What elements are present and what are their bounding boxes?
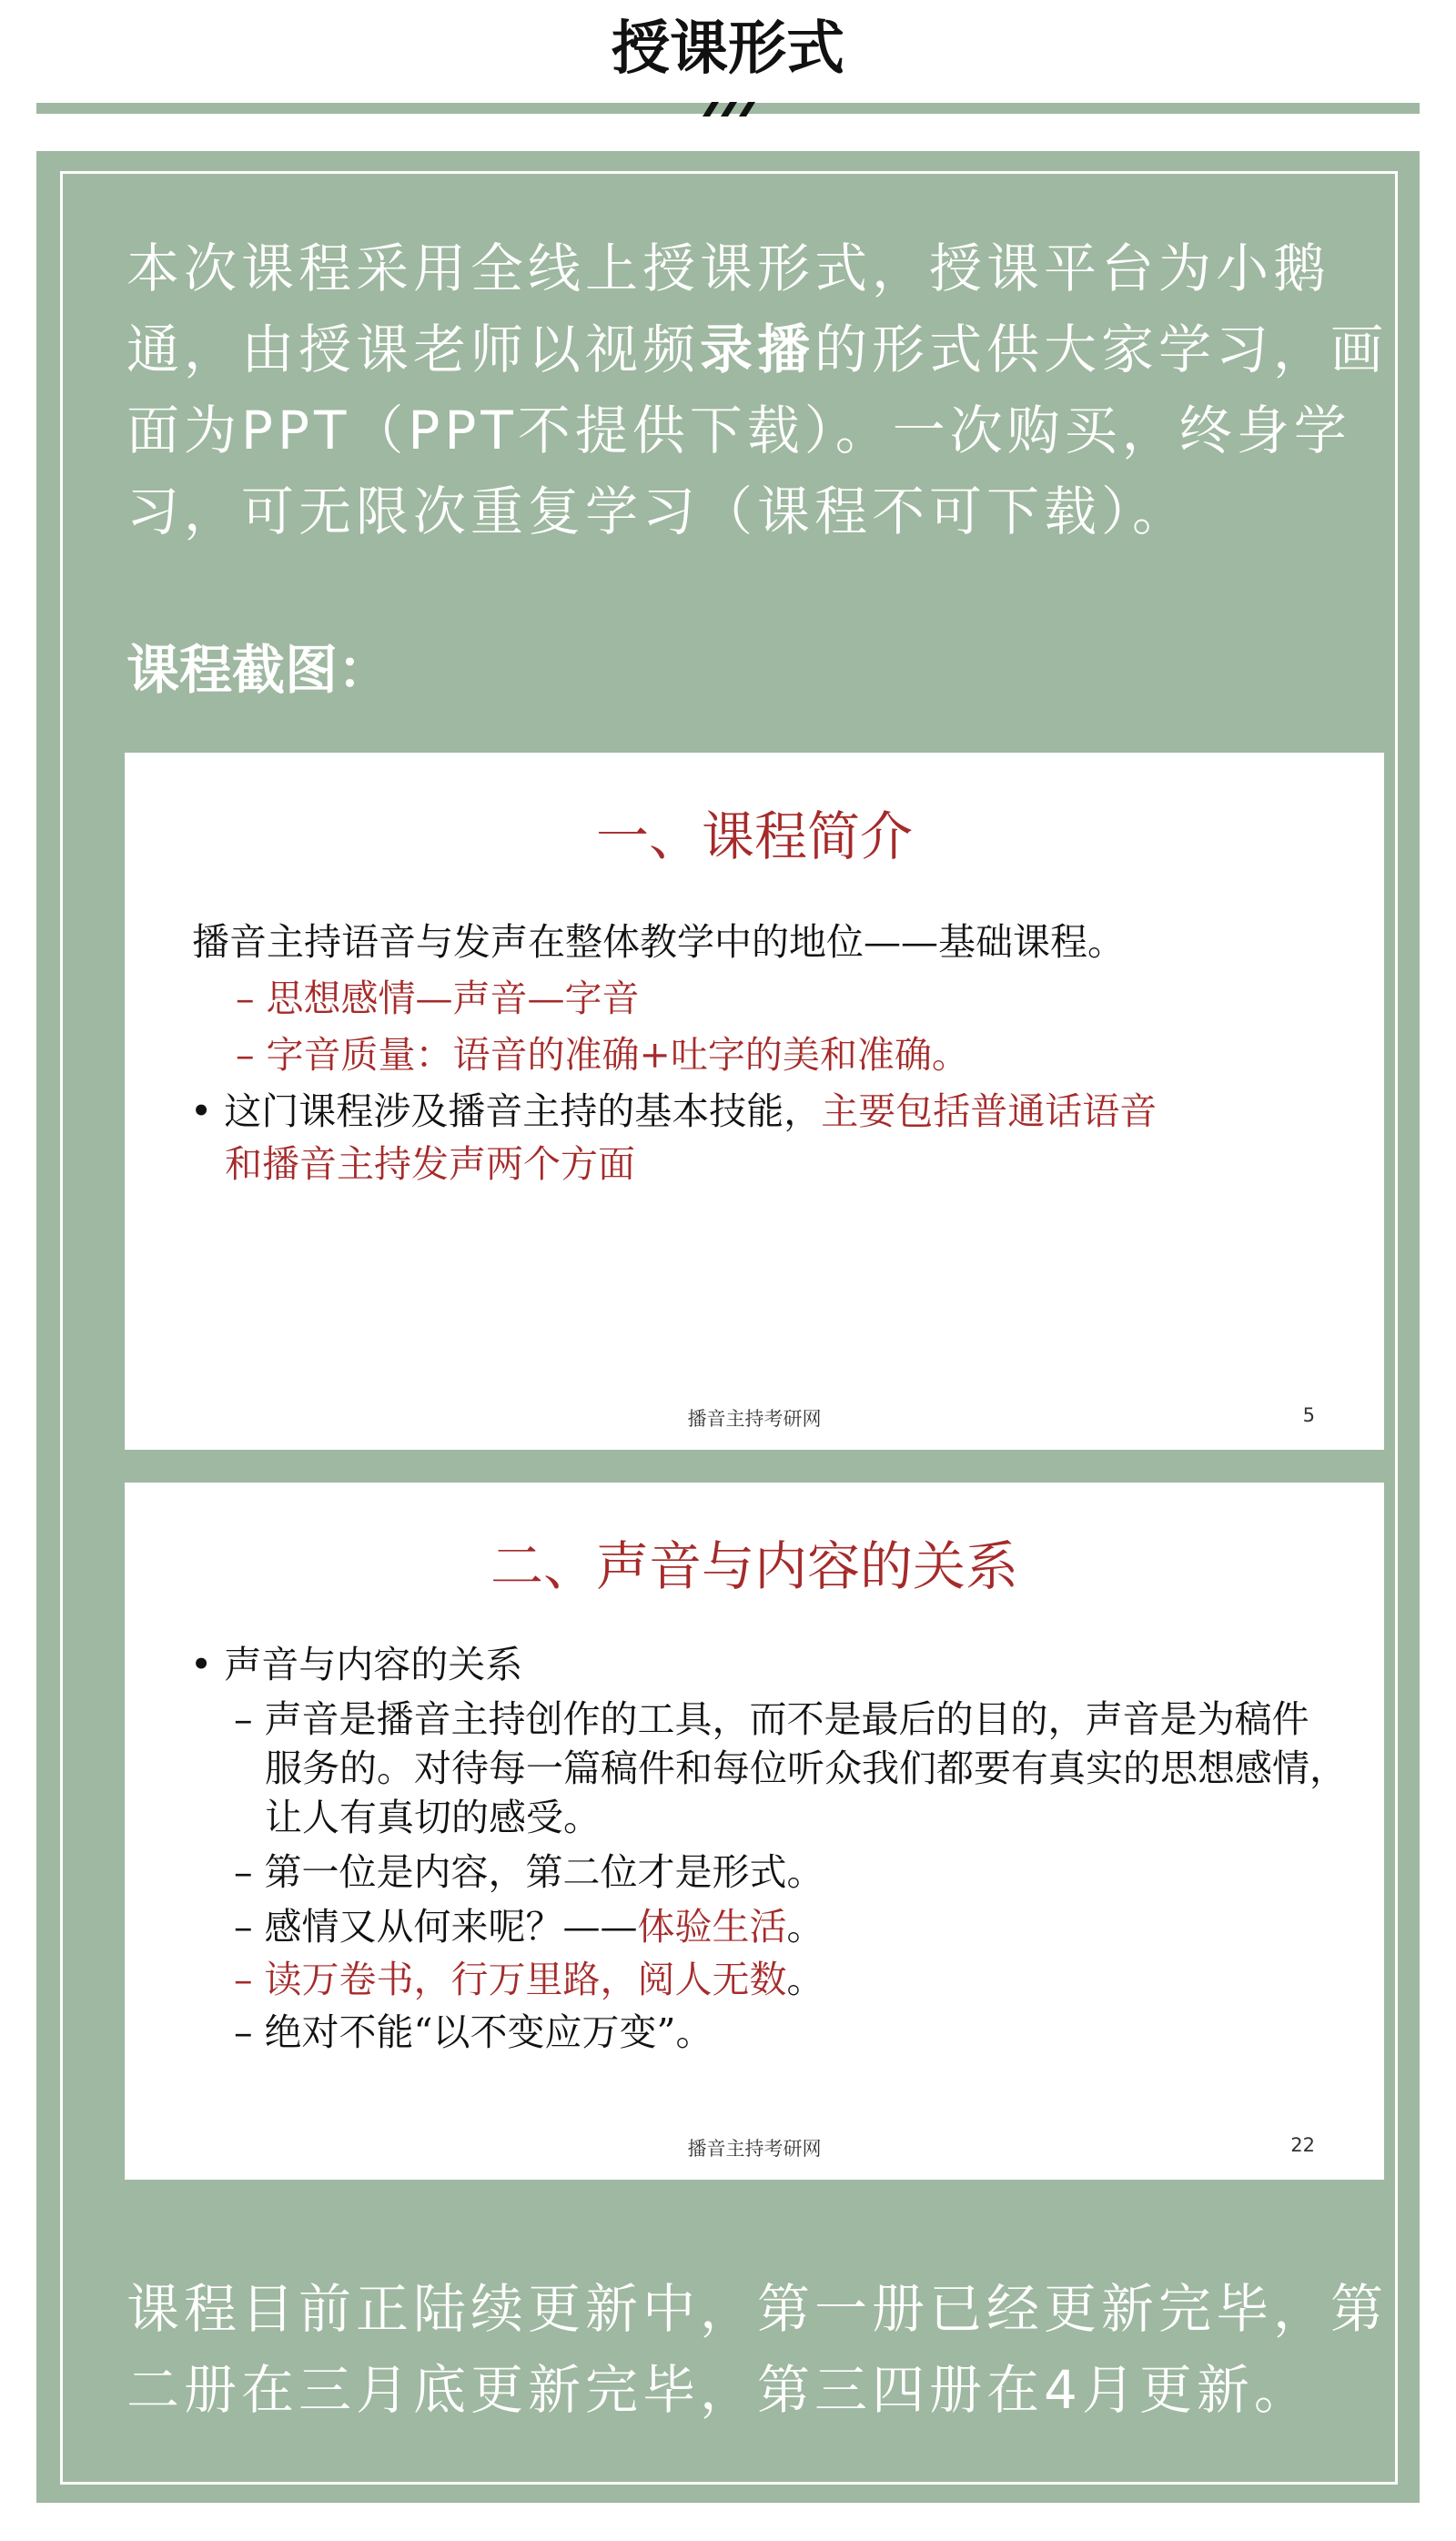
page-title: 授课形式 xyxy=(612,15,844,83)
slide-page-number: 5 xyxy=(1302,1404,1315,1426)
slide-subline: – 思想感情—声音—字音 xyxy=(236,977,640,1020)
slide-subline-tail: 。 xyxy=(786,1958,824,2001)
slide-subline: – 字音质量：语音的准确+吐字的美和准确。 xyxy=(236,1033,969,1077)
slide-line: 播音主持语音与发声在整体教学中的地位——基础课程。 xyxy=(192,920,1125,964)
slide-page-number: 22 xyxy=(1290,2134,1315,2156)
panel-border xyxy=(60,171,1398,2485)
slide-screenshot-2 xyxy=(125,1483,1384,2180)
notice-line: 课程目前正陆续更新中，第一册已经更新完毕，第 xyxy=(126,2278,1389,2340)
slide-bullet: • 声音与内容的关系 xyxy=(190,1643,523,1686)
page-header xyxy=(0,0,1456,118)
slash-marks-icon xyxy=(695,102,759,116)
slide-bullet xyxy=(190,1086,1157,1137)
update-notice xyxy=(126,2269,1400,2431)
notice-line: 二册在三月底更新完毕，第三四册在4月更新。 xyxy=(126,2359,1311,2421)
intro-line: 本次课程采用全线上授课形式，授课平台为小鹅 xyxy=(126,238,1331,299)
slide-footer: 播音主持考研网 xyxy=(687,2138,822,2160)
intro-line: 的形式供大家学习，画 xyxy=(814,319,1389,380)
intro-paragraph xyxy=(126,228,1400,552)
slide-bullet-text: • 这门课程涉及播音主持的基本技能， xyxy=(190,1089,822,1133)
slide-subline: – 绝对不能“以不变应万变”。 xyxy=(234,2010,713,2054)
slide-title: 二、声音与内容的关系 xyxy=(490,1535,1018,1597)
slide-subline xyxy=(234,1901,824,1952)
slide-subline: 让人有真切的感受。 xyxy=(265,1796,601,1839)
slide-subline-tail: 。 xyxy=(786,1905,824,1949)
screenshots-label: 课程截图： xyxy=(126,639,391,701)
intro-line: 面为PPT（PPT不提供下载）。一次购买，终身学 xyxy=(126,400,1351,461)
slide-highlight: 体验生活 xyxy=(637,1905,787,1949)
intro-emphasis: 录播 xyxy=(700,319,815,380)
slide-screenshot-1 xyxy=(125,753,1384,1450)
slide-highlight: – 读万卷书，行万里路，阅人无数 xyxy=(234,1958,787,2001)
intro-line: 习，可无限次重复学习（课程不可下载）。 xyxy=(126,481,1190,542)
slide-subline: 服务的。对待每一篇稿件和每位听众我们都要有真实的思想感情， xyxy=(265,1746,1347,1790)
slide-highlight: 和播音主持发声两个方面 xyxy=(225,1142,635,1186)
slide-highlight: 主要包括普通话语音 xyxy=(821,1089,1158,1133)
slide-subline xyxy=(234,1954,824,2005)
slide-subline: – 声音是播音主持创作的工具，而不是最后的目的，声音是为稿件 xyxy=(234,1697,1309,1741)
content-panel xyxy=(36,151,1420,2503)
slide-subline-text: – 感情又从何来呢？—— xyxy=(234,1905,638,1949)
intro-line: 通，由授课老师以视频 xyxy=(126,319,701,380)
slide-subline: – 第一位是内容，第二位才是形式。 xyxy=(234,1850,824,1894)
slide-title: 一、课程简介 xyxy=(595,805,913,867)
slide-footer: 播音主持考研网 xyxy=(687,1408,822,1430)
